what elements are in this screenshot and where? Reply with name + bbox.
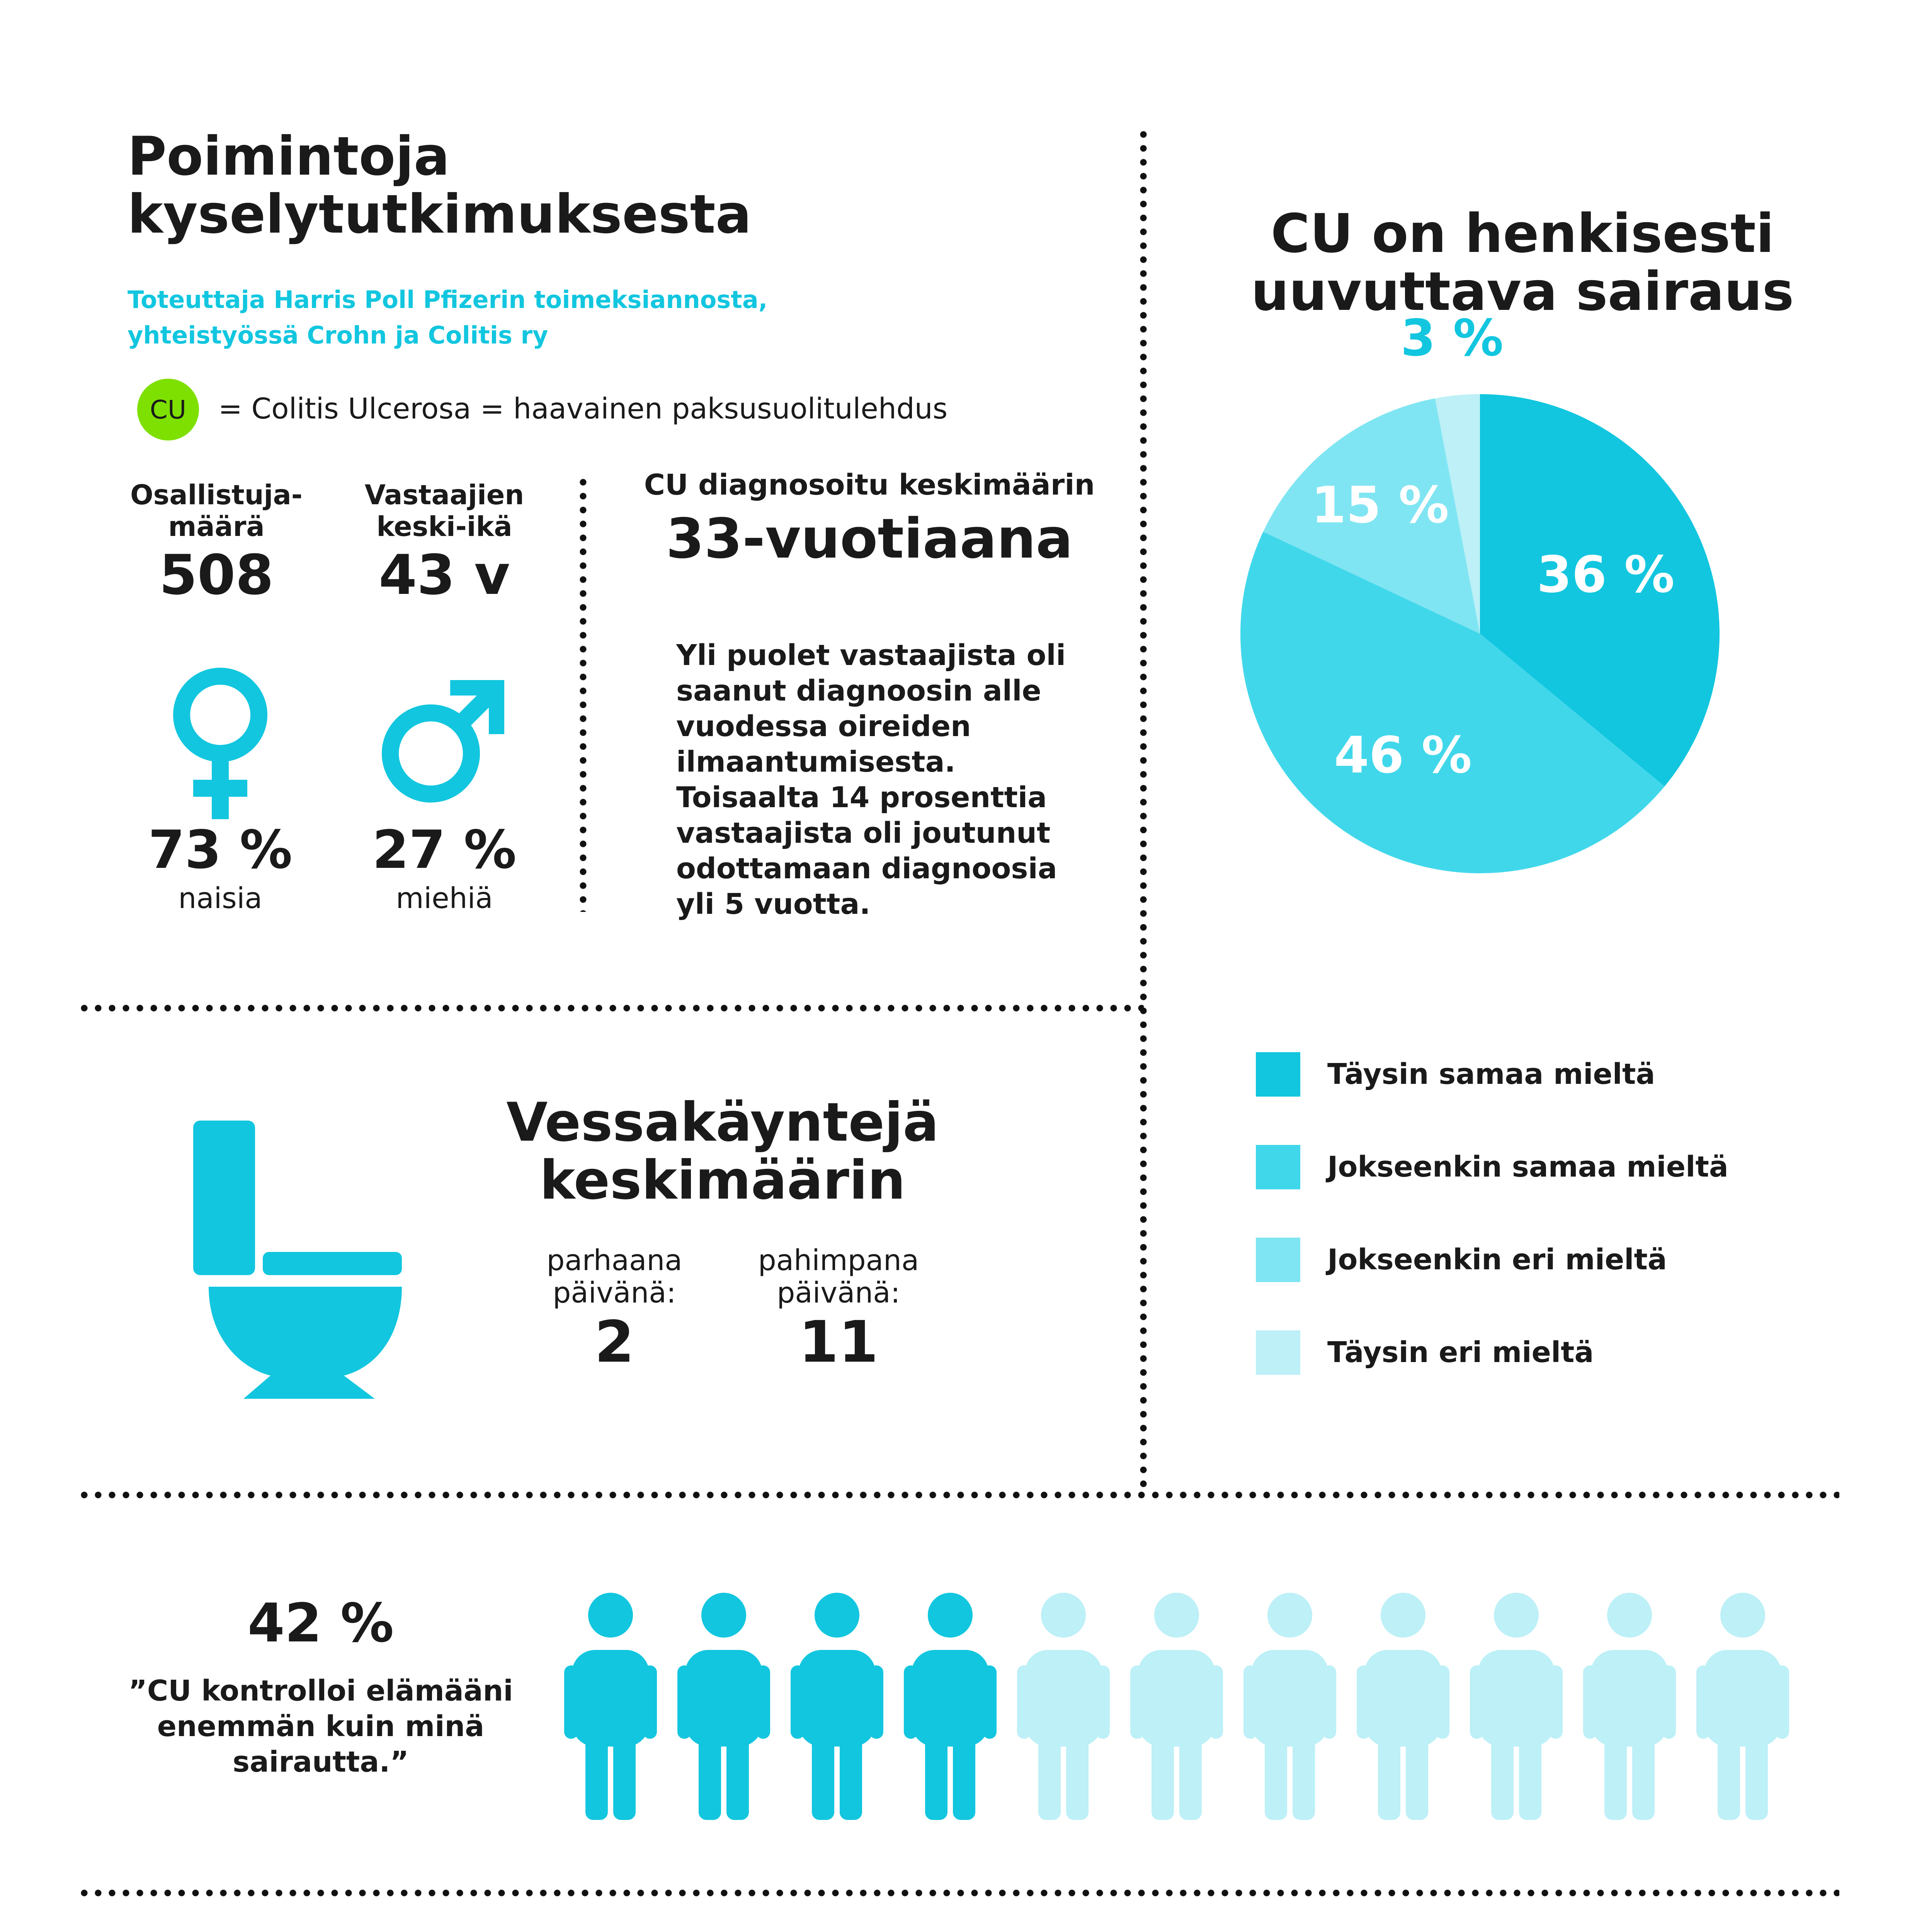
diagnosis-label: CU diagnosoitu keskimäärin (644, 468, 1095, 502)
diagnosis-text-line: vastaajista oli joutunut (676, 816, 1051, 850)
average-age (321, 479, 568, 608)
toilet-best-label-line1: parhaana (546, 1244, 682, 1277)
male-label: miehiä (396, 882, 493, 915)
diagnosis-text (676, 638, 1066, 922)
pie-title (1171, 202, 1874, 323)
diagnosis-text-line: Toisaalta 14 prosenttia (676, 781, 1047, 814)
people-pictogram (564, 1592, 1801, 1824)
pie-title-line1: CU on henkisesti (1271, 202, 1774, 265)
diagnosis-text-line: odottamaan diagnoosia (676, 852, 1057, 885)
control-quote (89, 1673, 553, 1780)
control-quote-line: enemmän kuin minä (157, 1710, 485, 1743)
pie-slice-label: 46 % (1334, 726, 1472, 785)
toilet-best-label-line2: päivänä: (553, 1276, 676, 1310)
diagnosis-text-line: Yli puolet vastaajista oli (676, 639, 1066, 672)
person-icon (1017, 1593, 1110, 1820)
female-pct: 73 % (148, 820, 293, 881)
participant-count-label-line2: määrä (168, 511, 265, 543)
diagnosis-value: 33-vuotiaana (666, 507, 1073, 571)
toilet-best (514, 1244, 715, 1375)
toilet-icon (193, 1121, 410, 1403)
pie-slice-label: 3 % (1400, 308, 1504, 367)
control-quote-line: sairautta.” (233, 1745, 409, 1779)
diagnosis-text-line: yli 5 vuotta. (676, 888, 871, 921)
page-title (128, 125, 752, 245)
legend-label: Jokseenkin eri mieltä (1327, 1243, 1667, 1276)
divider-vertical-top (1140, 128, 1147, 1488)
male-symbol-icon (379, 672, 510, 811)
legend-swatch (1256, 1330, 1300, 1375)
person-icon (1130, 1593, 1223, 1820)
legend-swatch (1256, 1052, 1300, 1097)
legend-item (1256, 1144, 1728, 1190)
participant-count-value: 508 (159, 543, 274, 607)
legend-swatch (1256, 1238, 1300, 1282)
toilet-title-line1: Vessakäyntejä (506, 1091, 939, 1153)
cu-badge-text: CU (150, 395, 187, 425)
female-symbol-icon (162, 665, 278, 819)
page-title-line2: kyselytutkimuksesta (128, 183, 752, 245)
person-icon (1243, 1593, 1336, 1820)
divider-vertical-small (580, 475, 587, 912)
pie-slice-label: 36 % (1537, 545, 1675, 604)
pie-chart (1248, 308, 1851, 989)
legend-swatch (1256, 1145, 1300, 1189)
person-icon (1696, 1593, 1789, 1820)
legend-label: Täysin eri mieltä (1327, 1336, 1594, 1369)
page-subtitle (128, 282, 767, 353)
toilet-worst-value: 11 (799, 1309, 878, 1375)
diagnosis-text-line: saanut diagnoosin alle (676, 674, 1041, 707)
divider-horizontal-3 (77, 1889, 1839, 1896)
page-subtitle-line1: Toteuttaja Harris Poll Pfizerin toimeksiannosta, (128, 286, 768, 314)
cu-definition: = Colitis Ulcerosa = haavainen paksusuolitulehdus (218, 392, 948, 425)
person-icon (1583, 1593, 1676, 1820)
legend-label: Täysin samaa mieltä (1327, 1058, 1655, 1091)
toilet-title-line2: keskimäärin (539, 1149, 906, 1211)
participant-count (93, 479, 340, 608)
person-icon (677, 1593, 770, 1820)
legend-item (1256, 1051, 1728, 1097)
person-icon (564, 1593, 657, 1820)
page-subtitle-line2: yhteistyössä Crohn ja Colitis ry (128, 321, 548, 349)
participant-count-label-line1: Osallistuja- (130, 479, 303, 511)
average-age-value: 43 v (379, 543, 510, 607)
legend-item (1256, 1329, 1728, 1376)
diagnosis-block (603, 464, 1136, 572)
male-pct: 27 % (372, 820, 517, 881)
person-icon (791, 1593, 883, 1820)
diagnosis-text-line: ilmaantumisesta. (676, 745, 956, 779)
pie-legend (1256, 1051, 1728, 1422)
male-stat (321, 819, 568, 916)
page-title-line1: Poimintoja (128, 125, 450, 187)
pie-title-line2: uuvuttava sairaus (1251, 260, 1794, 323)
person-icon (1470, 1593, 1563, 1820)
cu-badge (137, 379, 199, 440)
toilet-worst-label-line2: päivänä: (777, 1276, 900, 1310)
control-pct: 42 % (247, 1592, 394, 1654)
toilet-title (475, 1091, 970, 1211)
female-stat (97, 819, 344, 916)
toilet-worst (734, 1244, 943, 1375)
diagnosis-text-line: vuodessa oireiden (676, 710, 971, 743)
pie-slice-label: 15 % (1311, 475, 1449, 534)
legend-item (1256, 1236, 1728, 1283)
average-age-label-line1: Vastaajien (364, 479, 524, 511)
person-icon (904, 1593, 997, 1820)
average-age-label-line2: keski-ikä (376, 511, 512, 543)
legend-label: Jokseenkin samaa mieltä (1327, 1150, 1728, 1184)
person-icon (1357, 1593, 1449, 1820)
control-quote-line: ”CU kontrolloi elämääni (128, 1674, 513, 1708)
divider-horizontal-1 (77, 1005, 1144, 1012)
divider-horizontal-2 (77, 1492, 1839, 1498)
toilet-best-value: 2 (594, 1309, 634, 1375)
female-label: naisia (178, 882, 262, 915)
toilet-worst-label-line1: pahimpana (758, 1244, 919, 1277)
